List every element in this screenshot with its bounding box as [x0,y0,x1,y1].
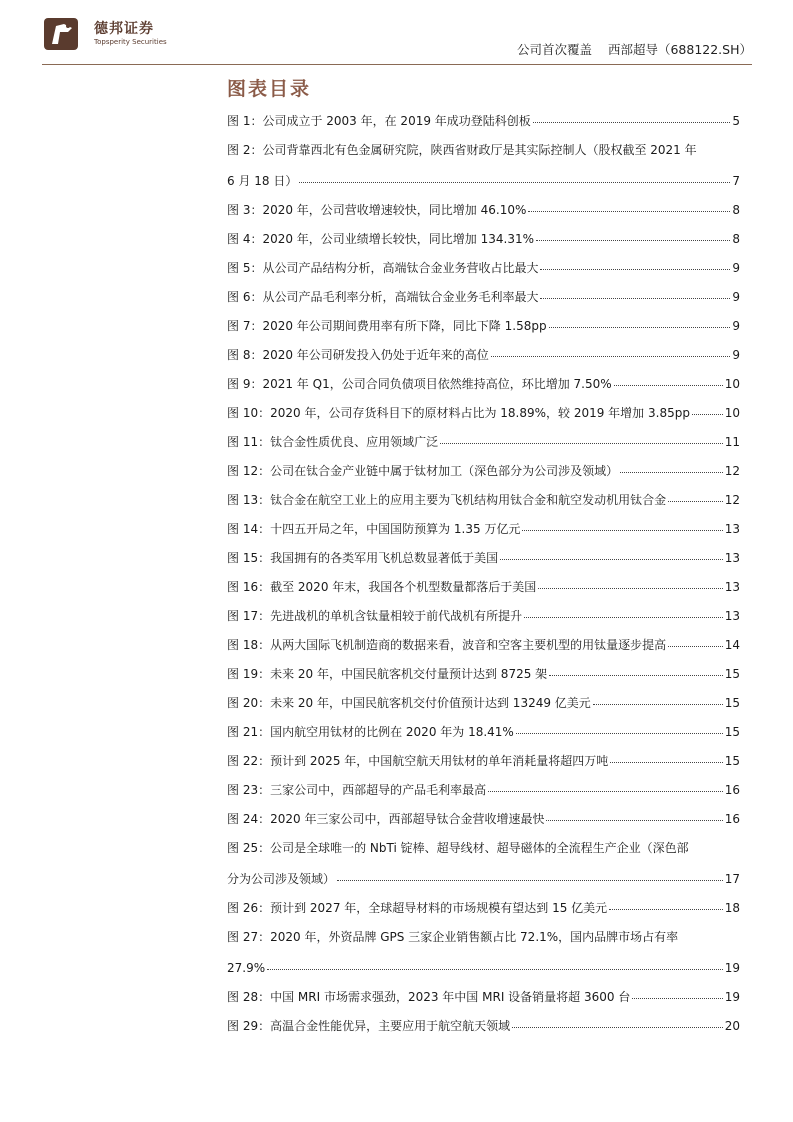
toc-entry-text: 未来 20 年，中国民航客机交付量预计达到 8725 架 [270,667,548,681]
toc-entry-text: 6 月 18 日） [227,174,298,188]
toc-entry-label: 图 10： [227,406,271,420]
page-title: 图表目录 [227,78,312,100]
toc-entry-page: 12 [724,464,740,478]
toc-entry-label: 图 14： [227,522,271,536]
toc-entry[interactable] [227,812,740,827]
dot-leader [524,616,723,618]
toc-entry-label: 图 4： [227,232,263,246]
dot-leader [540,268,730,270]
toc-entry-page: 15 [724,696,740,710]
toc-entry-text: 从公司产品毛利率分析，高端钛合金业务毛利率最大 [262,290,539,304]
toc-entry-page: 17 [724,872,740,886]
toc-entry-text: 2020 年，公司营收增速较快，同比增加 46.10% [262,203,527,217]
dot-leader [632,997,722,999]
toc-entry-text: 我国拥有的各类军用飞机总数显著低于美国 [270,551,499,565]
toc-entry-text: 2021 年 Q1，公司合同负债项目依然维持高位，环比增加 7.50% [262,377,612,391]
dot-leader [512,1026,723,1028]
toc-entry-page: 15 [724,754,740,768]
dot-leader [533,121,731,123]
dot-leader [267,968,723,970]
toc-entry-page: 7 [732,174,740,188]
toc-entry[interactable] [227,580,740,595]
toc-entry-text: 截至 2020 年末，我国各个机型数量都落后于美国 [270,580,537,594]
logo-text-en: Topsperity Securities [94,38,167,46]
toc-entry-page: 19 [724,990,740,1004]
toc-entry-page: 15 [724,667,740,681]
company-logo [42,14,192,54]
dot-leader [593,703,723,705]
dot-leader [538,587,722,589]
toc-entry-text: 2020 年公司研发投入仍处于近年来的高位 [262,348,489,362]
toc-entry[interactable] [227,406,740,421]
toc-entry[interactable] [227,990,740,1005]
report-label: 公司首次覆盖 [516,42,592,57]
dot-leader [668,500,723,502]
dot-leader [610,761,722,763]
toc-entry[interactable] [227,493,740,508]
dot-leader [299,181,730,183]
toc-entry-label: 图 17： [227,609,271,623]
dot-leader [668,645,723,647]
toc-entry[interactable] [227,609,740,624]
toc-entry[interactable] [227,725,740,740]
toc-entry-label: 图 16： [227,580,271,594]
dot-leader [491,355,731,357]
toc-entry-label: 图 26： [227,901,271,915]
toc-entry-page: 8 [732,232,740,246]
toc-entry-text: 2020 年三家公司中，西部超导钛合金营收增速最快 [270,812,545,826]
dot-leader [620,471,723,473]
toc-entry-first-line [227,143,740,158]
toc-entry[interactable] [227,551,740,566]
dot-leader [337,879,723,881]
toc-entry-page: 9 [732,261,740,275]
toc-entry-text: 2020 年，公司存货科目下的原材料占比为 18.89%，较 2019 年增加 3.85pp [270,406,690,420]
toc-entry[interactable] [227,1019,740,1034]
toc-entry-text: 先进战机的单机含钛量相较于前代战机有所提升 [270,609,523,623]
toc-entry-label: 图 29： [227,1019,271,1033]
toc-entry[interactable] [227,435,740,450]
dot-leader [488,790,723,792]
page-header [42,14,752,65]
toc-entry-text: 2020 年，公司业绩增长较快，同比增加 134.31% [262,232,535,246]
toc-entry-label: 图 12： [227,464,271,478]
toc-entry-text: 中国 MRI 市场需求强劲，2023 年中国 MRI 设备销量将超 3600 台 [270,990,631,1004]
toc-entry-page: 5 [732,114,740,128]
toc-entry-label: 图 21： [227,725,271,739]
toc-entry[interactable] [227,930,740,976]
toc-entry[interactable] [227,522,740,537]
toc-entry-text-line1: 公司是全球唯一的 NbTi 锭棒、超导线材、超导磁体的全流程生产企业（深色部 [270,841,689,855]
toc-entry-label: 图 15： [227,551,271,565]
toc-entry-page: 9 [732,290,740,304]
toc-entry-page: 8 [732,203,740,217]
toc-entry-page: 13 [724,580,740,594]
toc-entry[interactable] [227,261,740,276]
toc-entry[interactable] [227,783,740,798]
toc-entry-text: 预计到 2025 年，中国航空航天用钛材的单年消耗量将超四万吨 [270,754,609,768]
toc-entry-text: 国内航空用钛材的比例在 2020 年为 18.41% [270,725,514,739]
company-name: 西部超导（688122.SH） [607,42,752,57]
toc-entry-text: 2020 年公司期间费用率有所下降，同比下降 1.58pp [262,319,547,333]
toc-entry-text: 预计到 2027 年，全球超导材料的市场规模有望达到 15 亿美元 [270,901,608,915]
toc-entry-text: 公司成立于 2003 年，在 2019 年成功登陆科创板 [262,114,531,128]
toc-entry-page: 19 [724,961,740,975]
toc-entry[interactable] [227,377,740,392]
toc-entry-page: 18 [724,901,740,915]
toc-entry[interactable] [227,696,740,711]
toc-entry-label: 图 13： [227,493,271,507]
toc-entry[interactable] [227,232,740,247]
dot-leader [609,908,723,910]
toc-entry[interactable] [227,638,740,653]
toc-entry[interactable] [227,203,740,218]
toc-entry[interactable] [227,290,740,305]
toc-entry[interactable] [227,319,740,334]
dot-leader [516,732,723,734]
dot-leader [440,442,723,444]
toc-entry-text: 未来 20 年，中国民航客机交付价值预计达到 13249 亿美元 [270,696,591,710]
toc-entry[interactable] [227,667,740,682]
dot-leader [546,819,722,821]
toc-entry-label: 图 8： [227,348,263,362]
toc-entry-page: 13 [724,609,740,623]
toc-entry[interactable] [227,841,740,887]
toc-entry-text: 从两大国际飞机制造商的数据来看，波音和空客主要机型的用钛量逐步提高 [270,638,667,652]
toc-entry-page: 11 [724,435,740,449]
toc-entry-page: 16 [724,783,740,797]
toc-entry-label: 图 11： [227,435,271,449]
dot-leader [540,297,730,299]
dot-leader [522,529,722,531]
toc-entry-page: 16 [724,812,740,826]
dot-leader [536,239,730,241]
toc-entry-label: 图 18： [227,638,271,652]
toc-entry-page: 20 [724,1019,740,1033]
toc-entry-text: 分为公司涉及领域） [227,872,336,886]
toc-entry-page: 15 [724,725,740,739]
toc-entry-text: 从公司产品结构分析，高端钛合金业务营收占比最大 [262,261,539,275]
dot-leader [614,384,723,386]
toc-entry-label: 图 5： [227,261,263,275]
toc-entry-label: 图 3： [227,203,263,217]
toc-entry-label: 图 22： [227,754,271,768]
report-header-info [517,40,752,58]
toc-entry-label: 图 28： [227,990,271,1004]
toc-entry-page: 12 [724,493,740,507]
toc-entry[interactable] [227,143,740,189]
toc-entry-label: 图 19： [227,667,271,681]
toc-entry-first-line [227,930,740,945]
logo-text-cn: 德邦证券 [94,21,154,37]
logo-icon [42,14,82,54]
toc-entry-text: 高温合金性能优异，主要应用于航空航天领域 [270,1019,511,1033]
toc-entry-label: 图 2： [227,143,263,157]
toc-entry-page: 9 [732,319,740,333]
toc-entry-text-line1: 公司背靠西北有色金属研究院，陕西省财政厅是其实际控制人（股权截至 2021 年 [262,143,697,157]
toc-entry-page: 14 [724,638,740,652]
dot-leader [692,413,723,415]
toc-entry-text: 钛合金性质优良、应用领域广泛 [270,435,439,449]
dot-leader [549,674,723,676]
toc-entry-text: 三家公司中，西部超导的产品毛利率最高 [270,783,487,797]
toc-entry-page: 13 [724,551,740,565]
toc-entry-label: 图 20： [227,696,271,710]
toc-entry-page: 10 [724,406,740,420]
toc-entry[interactable] [227,114,740,129]
dot-leader [500,558,723,560]
toc-entry-page: 10 [724,377,740,391]
toc-entry-text: 27.9% [227,961,266,975]
toc-entry-label: 图 25： [227,841,271,855]
toc-entry-text: 十四五开局之年，中国国防预算为 1.35 万亿元 [270,522,521,536]
toc-entry-label: 图 24： [227,812,271,826]
toc-entry-page: 9 [732,348,740,362]
dot-leader [549,326,731,328]
toc-entry[interactable] [227,348,740,363]
toc-entry-label: 图 27： [227,930,271,944]
toc-entry-label: 图 6： [227,290,263,304]
toc-entry-label: 图 23： [227,783,271,797]
toc-entry-page: 13 [724,522,740,536]
toc-entry-text-line1: 2020 年，外资品牌 GPS 三家企业销售额占比 72.1%，国内品牌市场占有率 [270,930,679,944]
toc-entry-label: 图 9： [227,377,263,391]
toc-entry-label: 图 1： [227,114,263,128]
toc-entry[interactable] [227,464,740,479]
toc-entry-text: 钛合金在航空工业上的应用主要为飞机结构用钛合金和航空发动机用钛合金 [270,493,667,507]
toc-entry-first-line [227,841,740,856]
dot-leader [528,210,730,212]
toc-entry-label: 图 7： [227,319,263,333]
toc-entry-text: 公司在钛合金产业链中属于钛材加工（深色部分为公司涉及领域） [270,464,619,478]
toc-entry[interactable] [227,754,740,769]
toc-entry[interactable] [227,901,740,916]
